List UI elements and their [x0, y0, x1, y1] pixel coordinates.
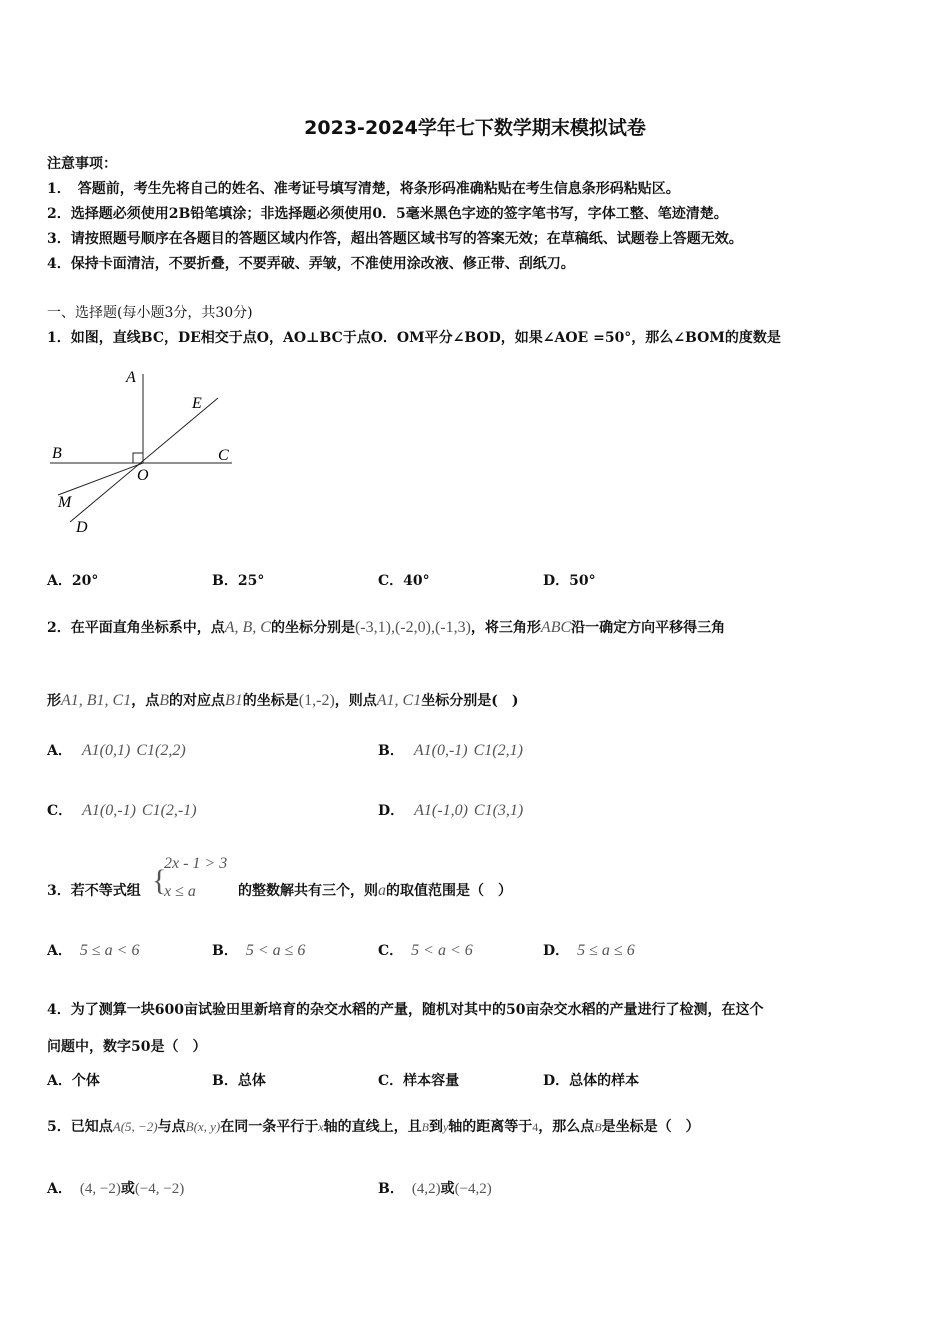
q4-option-c[interactable]: C．样本容量 [378, 1073, 460, 1089]
label-d: D [76, 519, 88, 536]
q2-option-d[interactable]: D． A1(-1,0) C1(3,1) [378, 802, 524, 819]
label-a: A [126, 369, 136, 386]
q3-brace: { [152, 864, 167, 897]
q3-prefix: 3．若不等式组 [47, 883, 141, 899]
label-e: E [192, 395, 202, 412]
q2-point-b: B [159, 692, 169, 709]
label-m: M [58, 494, 72, 511]
notice-item: 2．选择题必须使用2B铅笔填涂；非选择题必须使用0．5毫米黑色字迹的签字笔书写，字体工整、笔迹清楚。 [47, 206, 728, 222]
q2-line1: 2．在平面直角坐标系中，点A, B, C的坐标分别是(-3,1),(-2,0),(-1,3)，将三角形ABC沿一确定方向平移得三角 [47, 619, 726, 636]
q3-option-a[interactable]: A． 5 ≤ a < 6 [47, 942, 140, 959]
q4-option-d[interactable]: D．总体的样本 [543, 1073, 640, 1089]
label-b: B [52, 445, 62, 462]
section-heading: 一、选择题(每小题3分，共30分) [47, 305, 253, 321]
q2-coordinates: (-3,1),(-2,0),(-1,3) [354, 619, 471, 636]
ray-om [58, 463, 143, 495]
notice-item: 3．请按照题号顺序在各题目的答题区域内作答，超出答题区域书写的答案无效；在草稿纸、试题卷上答题无效。 [47, 231, 743, 247]
q2-point-b1: B1 [225, 692, 243, 709]
q2-triangle: ABC [540, 619, 572, 636]
q2-b1-coordinate: (1,-2) [298, 692, 335, 709]
q3-option-d[interactable]: D． 5 ≤ a ≤ 6 [543, 942, 635, 959]
label-o: O [137, 467, 149, 484]
q3-inequality-1: 2x - 1 > 3 [164, 855, 228, 872]
q2-option-c[interactable]: C． A1(0,-1) C1(2,-1) [47, 802, 197, 819]
label-c: C [218, 447, 229, 464]
notice-item: 4．保持卡面清洁，不要折叠，不要弄破、弄皱，不准使用涂改液、修正带、刮纸刀。 [47, 256, 575, 272]
q1-stem: 1．如图，直线BC，DE相交于点O，AO⊥BC于点O．OM平分∠BOD，如果∠AOE =50°，那么∠BOM的度数是 [47, 330, 781, 346]
q3-inequality-2: x ≤ a [164, 883, 196, 900]
q3-option-b[interactable]: B． 5 < a ≤ 6 [212, 942, 306, 959]
q2-points-abc: A, B, C [224, 619, 271, 636]
q4-option-a[interactable]: A．个体 [47, 1073, 100, 1089]
q1-figure [40, 360, 250, 540]
q3-suffix: 的整数解共有三个，则a的取值范围是（ ） [238, 882, 512, 899]
notice-heading: 注意事项： [47, 156, 117, 172]
q5-point-b: B(x, y) [185, 1119, 221, 1134]
q5-stem: 5．已知点A(5, −2)与点B(x, y)在同一条平行于x轴的直线上，且B到y轴的距离等于4，那么点B是坐标是（ ） [47, 1119, 700, 1135]
q2-points-a1c1: A1, C1 [376, 692, 422, 709]
q2-option-b[interactable]: B． A1(0,-1) C1(2,1) [378, 742, 523, 759]
q3-param-a: a [378, 882, 386, 899]
q1-option-d[interactable]: D．50° [543, 573, 596, 589]
q1-option-b[interactable]: B．25° [212, 573, 265, 589]
q4-option-b[interactable]: B．总体 [212, 1073, 266, 1089]
q1-option-c[interactable]: C．40° [378, 573, 430, 589]
q2-line2: 形A1, B1, C1，点B的对应点B1的坐标是(1,-2)，则点A1, C1坐标分别是( ) [47, 692, 519, 709]
q4-line2: 问题中，数字50是（ ） [47, 1039, 207, 1055]
q5-point-a: A(5, −2) [112, 1119, 158, 1134]
q4-line1: 4．为了测算一块600亩试验田里新培育的杂交水稻的产量，随机对其中的50亩杂交水稻的产量进行了检测，在这个 [47, 1002, 764, 1018]
q3-option-c[interactable]: C． 5 < a < 6 [378, 942, 473, 959]
q2-option-a[interactable]: A． A1(0,1) C1(2,2) [47, 742, 186, 759]
q2-points-a1b1c1: A1, B1, C1 [61, 692, 132, 709]
line-de [70, 398, 218, 522]
q1-option-a[interactable]: A．20° [47, 573, 99, 589]
q5-option-b[interactable]: B． (4,2)或(−4,2) [378, 1181, 492, 1197]
notice-item: 1． 答题前，考生先将自己的姓名、准考证号填写清楚，将条形码准确粘贴在考生信息条形码粘贴区。 [47, 181, 680, 197]
page-title: 2023-2024学年七下数学期末模拟试卷 [304, 117, 646, 139]
q5-option-a[interactable]: A． (4, −2)或(−4, −2) [47, 1181, 185, 1197]
